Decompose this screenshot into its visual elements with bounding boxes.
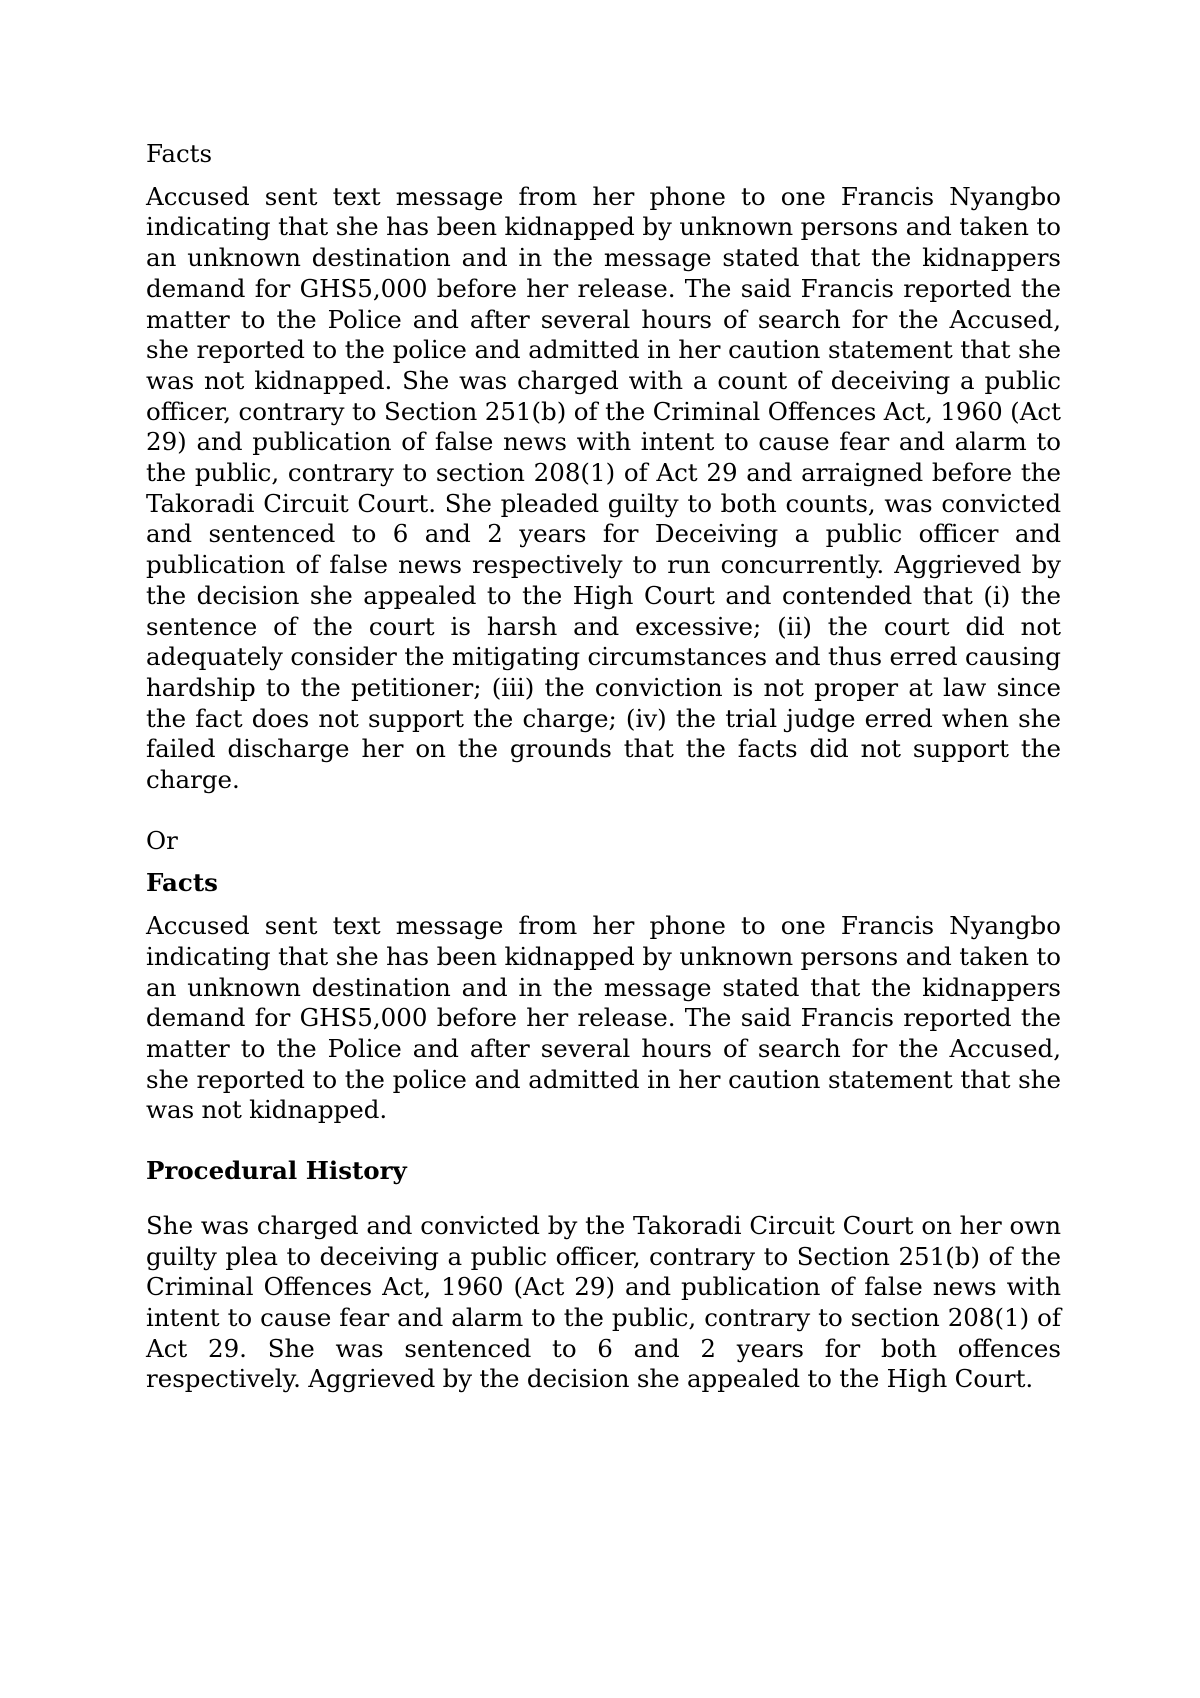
document-page [146,139,1061,1395]
spacer [146,1199,1061,1211]
facts-heading-bold: Facts [146,868,218,898]
facts-heading: Facts [146,139,213,168]
facts-short-paragraph: Accused sent text message from her phone to one Francis Nyangbo indicating that she has been kidnapped by unknown persons and taken to an unknown destination and in the message stated that the kidnappers demand for GHS5,000 before her release. The said Francis reported the matter to the Police and after several hours of search for the Accused, she reported to the police and admitted in her caution statement that she was not kidnapped. [146,911,1061,1125]
or-separator: Or [146,825,178,855]
facts-paragraph: Accused sent text message from her phone to one Francis Nyangbo indicating that she has been kidnapped by unknown persons and taken to an unknown destination and in the message stated that the kidnappers demand for GHS5,000 before her release. The said Francis reported the matter to the Police and after several hours of search for the Accused, she reported to the police and admitted in her caution statement that she was not kidnapped. She was charged with a count of deceiving a public officer, contrary to Section 251(b) of the Criminal Offences Act, 1960 (Act 29) and publication of false news with intent to cause fear and alarm to the public, contrary to section 208(1) of Act 29 and arraigned before the Takoradi Circuit Court. She pleaded guilty to both counts, was convicted and sentenced to 6 and 2 years for Deceiving a public officer and publication of false news respectively to run concurrently. Aggrieved by the decision she appealed to the High Court and contended that (i) the sentence of the court is harsh and excessive; (ii) the court did not adequately consider the mitigating circumstances and thus erred causing hardship to the petitioner; (iii) the conviction is not proper at law since the fact does not support the charge; (iv) the trial judge erred when she failed discharge her on the grounds that the facts did not support the charge. [146,181,1061,795]
procedural-history-paragraph: She was charged and convicted by the Takoradi Circuit Court on her own guilty plea to deceiving a public officer, contrary to Section 251(b) of the Criminal Offences Act, 1960 (Act 29) and publication of false news with intent to cause fear and alarm to the public, contrary to section 208(1) of Act 29. She was sentenced to 6 and 2 years for both offences respectively. Aggrieved by the decision she appealed to the High Court. [146,1210,1061,1394]
procedural-history-heading: Procedural History [146,1156,407,1186]
spacer [146,1126,1061,1156]
spacer [146,796,1061,826]
